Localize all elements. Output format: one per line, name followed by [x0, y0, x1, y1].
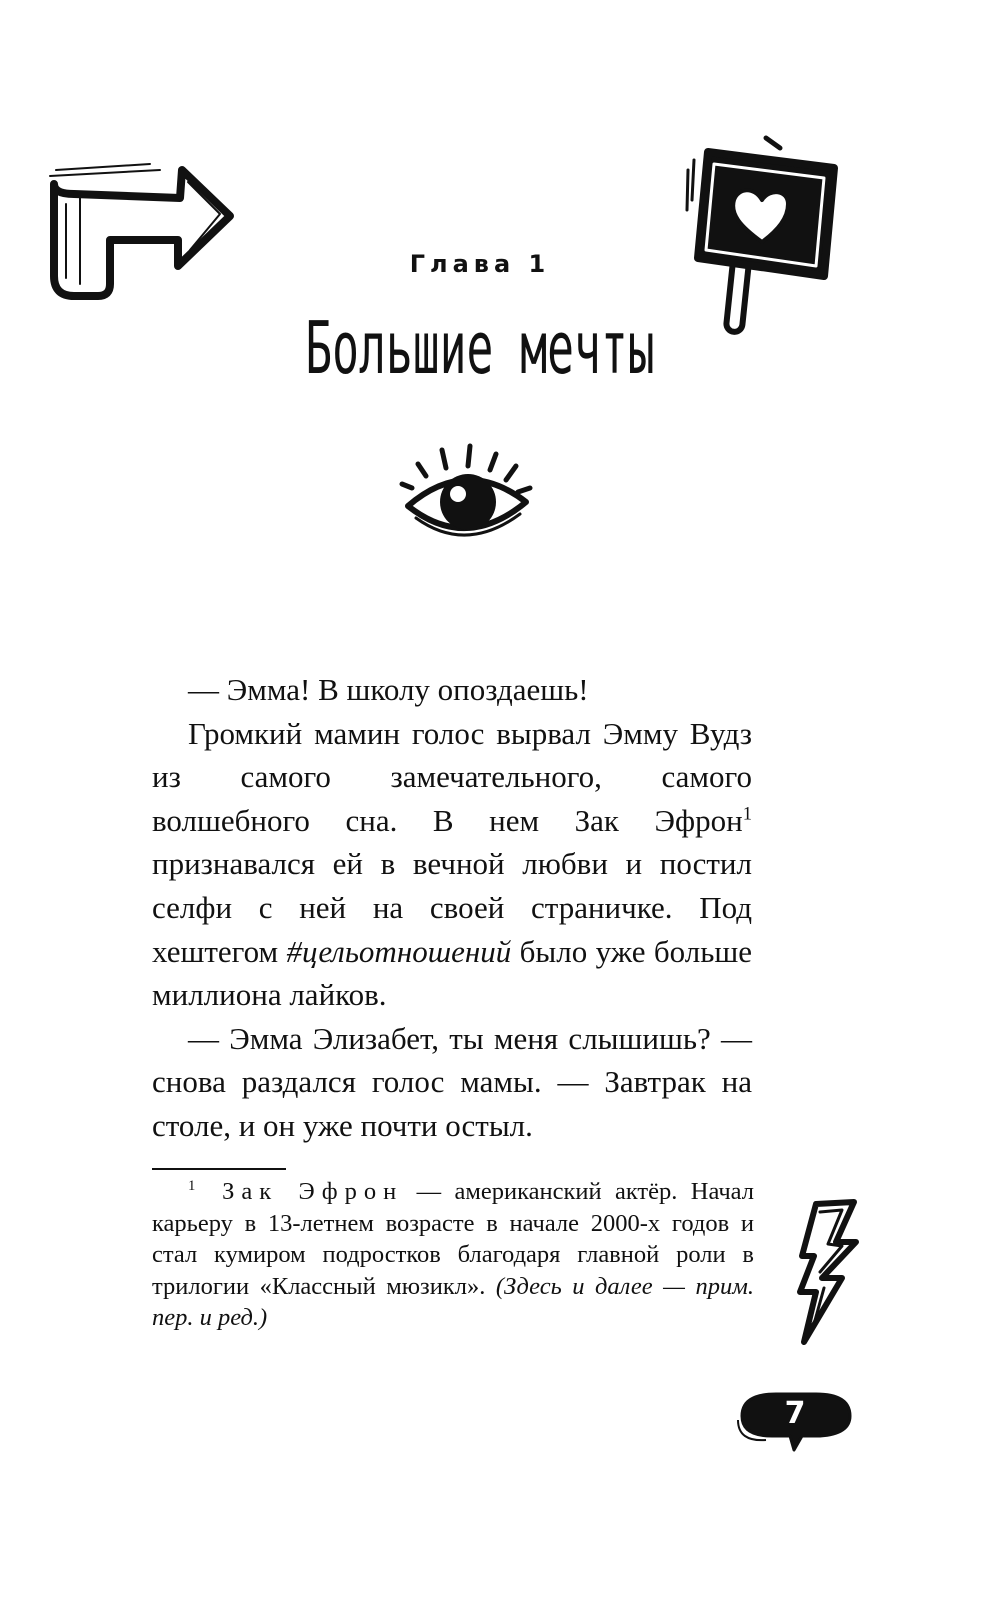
page-number-bubble: [736, 1390, 854, 1452]
paragraph-2-part-c: было уже больше миллиона лайков.: [152, 933, 752, 1013]
chapter-label: Глава 1: [409, 250, 551, 278]
footnote-text: — американский актёр. Начал карьеру в 13-летнем возрасте в начале 2000-х годов и стал кумиром подростков благодаря главной роли в трилогии «Классный мюзикл».: [152, 1178, 754, 1300]
main-text: [152, 668, 752, 1148]
footnote-marker: 1: [188, 1177, 196, 1194]
arrow-icon: [40, 158, 240, 304]
paragraph-2-part-b: признавался ей в вечной любви и постил селфи с ней на своей страничке. Под хештегом: [152, 846, 752, 969]
footnote-divider: [152, 1168, 286, 1170]
lightning-icon: [796, 1198, 864, 1346]
hashtag: #цельотношений: [286, 933, 512, 969]
footnote-name: Зак Эфрон: [222, 1178, 404, 1205]
footnote: [152, 1176, 754, 1334]
paragraph-3: — Эмма Элизабет, ты меня слышишь? — снова раздался голос мамы. — Завтрак на столе, и он уже почти остыл.: [152, 1020, 752, 1143]
paragraph-1: — Эмма! В школу опоздаешь!: [188, 672, 589, 707]
eye-icon: [396, 442, 538, 546]
chapter-title: Большие мечты: [305, 306, 655, 390]
page-number: 7: [784, 1396, 806, 1431]
paragraph-2: [152, 712, 752, 1017]
footnote-editor-note: (Здесь и далее — прим. пер. и ред.): [152, 1272, 754, 1331]
footnote-reference: 1: [742, 803, 752, 825]
paragraph-2-part-a: Громкий мамин голос вырвал Эмму Вудз из самого замечательного, самого волшебного сна. В нем Зак Эфрон: [152, 715, 752, 838]
